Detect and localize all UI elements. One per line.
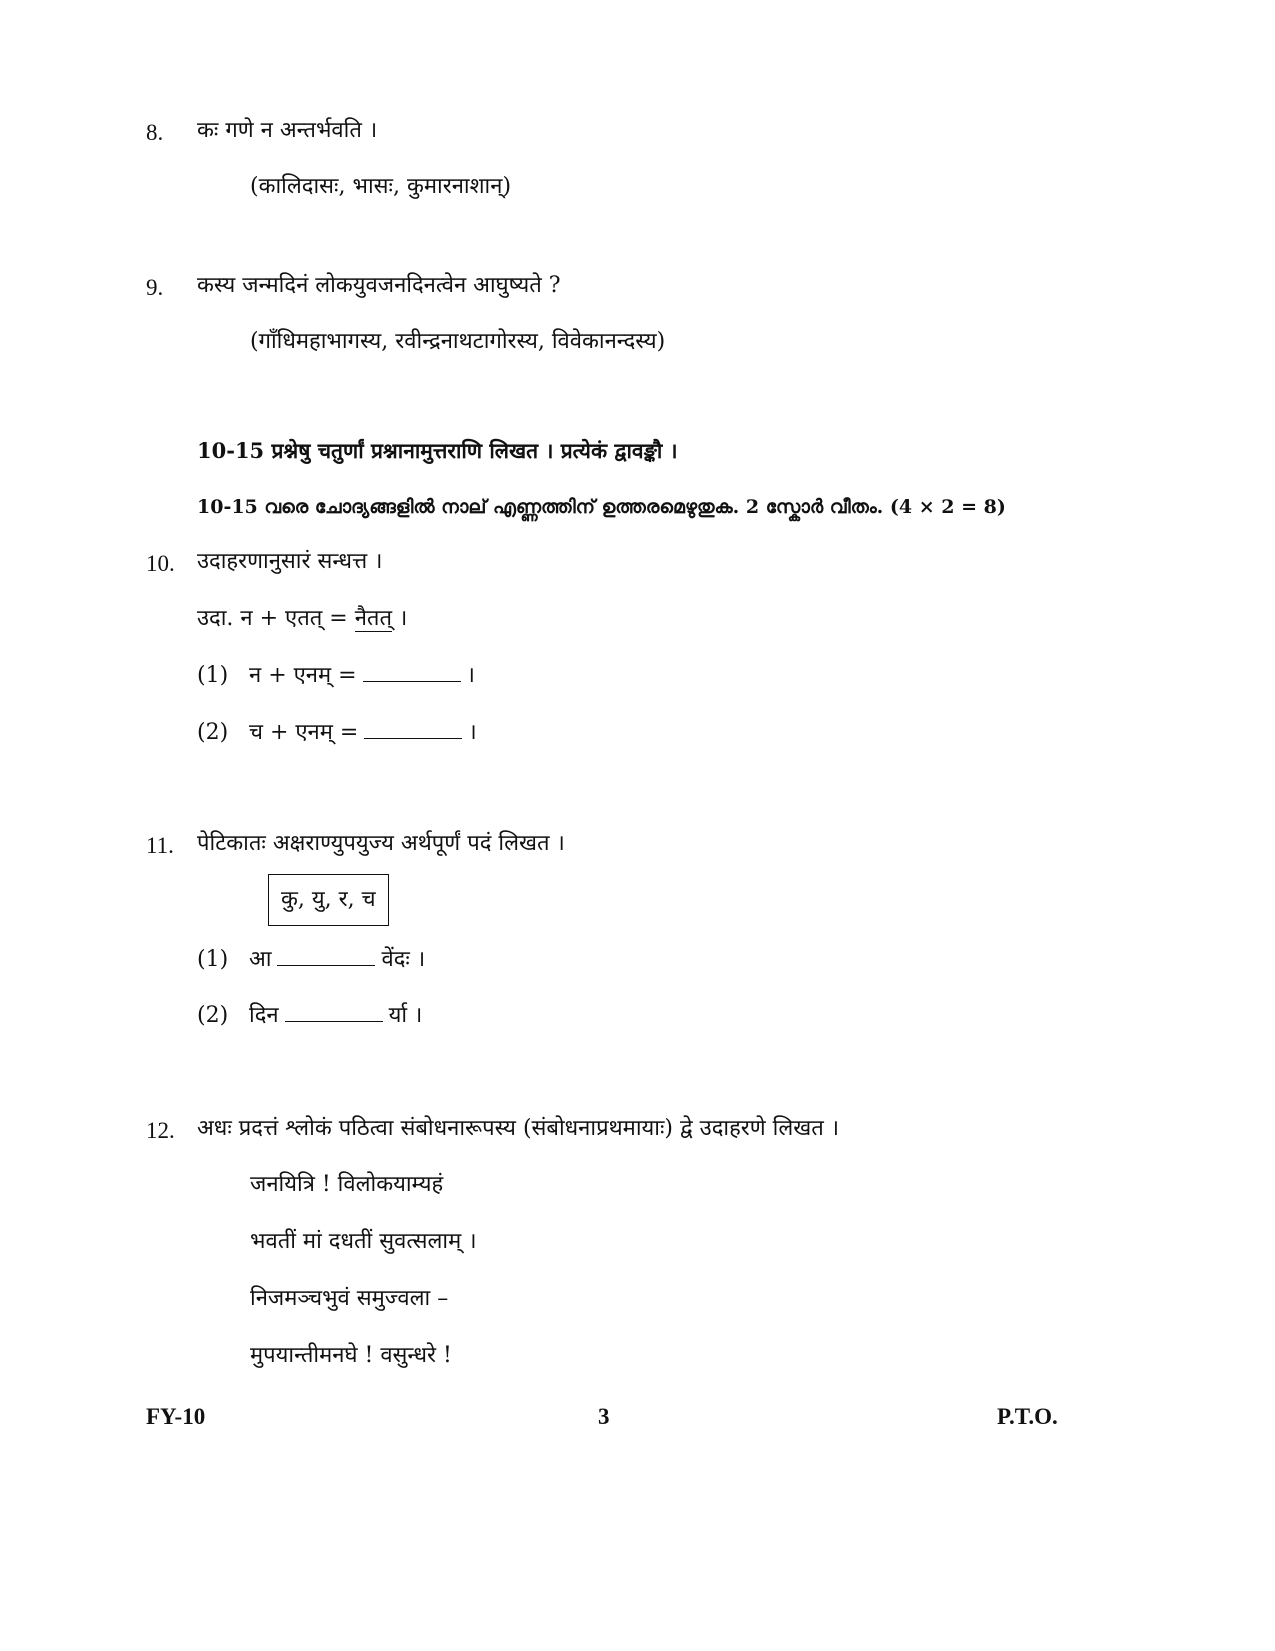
page-number: 3 (598, 1404, 610, 1429)
sub-item-label: (1) (197, 663, 229, 688)
question-text: कः गणे न अन्तर्भवति । (197, 118, 378, 143)
question-number: 11. (146, 833, 174, 858)
verse-line: जनयित्रि ! विलोकयाम्यहं (250, 1172, 444, 1197)
verse-line: निजमञ्चभुवं समुज्वला – (250, 1286, 449, 1311)
example-prefix: उदा. न + एतत् = (197, 606, 355, 631)
verse-line: भवतीं मां दधतीं सुवत्सलाम् । (250, 1229, 477, 1254)
question-number: 8. (146, 120, 164, 145)
sub-item-post: र्या । (388, 1003, 423, 1028)
sub-item (197, 718, 477, 748)
sub-item-label: (2) (197, 720, 229, 745)
question-text: पेटिकातः अक्षराण्युपयुज्य अर्थपूर्णं पदं लिखत । (197, 831, 565, 856)
answer-blank[interactable] (364, 718, 462, 739)
question-options: (गाँधिमहाभागस्य, रवीन्द्रनाथटागोरस्य, विवेकानन्दस्य) (250, 329, 666, 354)
sub-item (197, 945, 425, 975)
question-number: 10. (146, 551, 175, 576)
sub-item-end: । (466, 663, 475, 688)
question-text: कस्य जन्मदिनं लोकयुवजनदिनत्वेन आघुष्यते ? (197, 273, 561, 298)
sub-item-pre: दिन (249, 1003, 279, 1028)
answer-blank[interactable] (285, 1001, 383, 1022)
question-text: उदाहरणानुसारं सन्धत्त । (197, 549, 383, 574)
question-text: अधः प्रदत्तं श्लोकं पठित्वा संबोधनारूपस्य (संबोधनाप्रथमायाः) द्वे उदाहरणे लिखत । (197, 1116, 840, 1141)
sub-item-label: (2) (197, 1003, 229, 1028)
example-suffix: । (392, 606, 408, 631)
question-number: 12. (146, 1118, 175, 1143)
section-instruction-sanskrit: 10-15 प्रश्नेषु चतुर्णां प्रश्नानामुत्तराणि लिखत । प्रत्येकं द्वावङ्कौ । (197, 438, 678, 463)
sub-item-label: (1) (197, 947, 229, 972)
verse-line: मुपयान्तीमनघे ! वसुन्धरे ! (250, 1343, 452, 1368)
sub-item-expr: च + एनम् = (249, 720, 359, 745)
sub-item-pre: आ (249, 947, 272, 972)
pto-label: P.T.O. (997, 1404, 1058, 1429)
example-answer: नैतत् (354, 606, 393, 631)
example-line (197, 604, 407, 634)
sub-item (197, 1001, 422, 1031)
section-instruction-malayalam: 10-15 വരെ ചോദ്യങ്ങളിൽ നാല് എണ്ണത്തിന് ഉത്തരമെഴുതുക. 2 സ്കോർ വീതം. (4 × 2 = 8) (197, 496, 1006, 518)
question-number: 9. (146, 275, 164, 300)
sub-item-end: । (468, 720, 477, 745)
paper-code: FY-10 (146, 1404, 206, 1429)
sub-item (197, 661, 475, 691)
answer-blank[interactable] (363, 661, 461, 682)
sub-item-post: वेंदः । (381, 947, 426, 972)
answer-blank[interactable] (277, 945, 375, 966)
sub-item-expr: न + एनम् = (249, 663, 357, 688)
question-options: (कालिदासः, भासः, कुमारनाशान्) (250, 174, 512, 199)
letter-box: कु, यु, र, च (268, 874, 389, 926)
